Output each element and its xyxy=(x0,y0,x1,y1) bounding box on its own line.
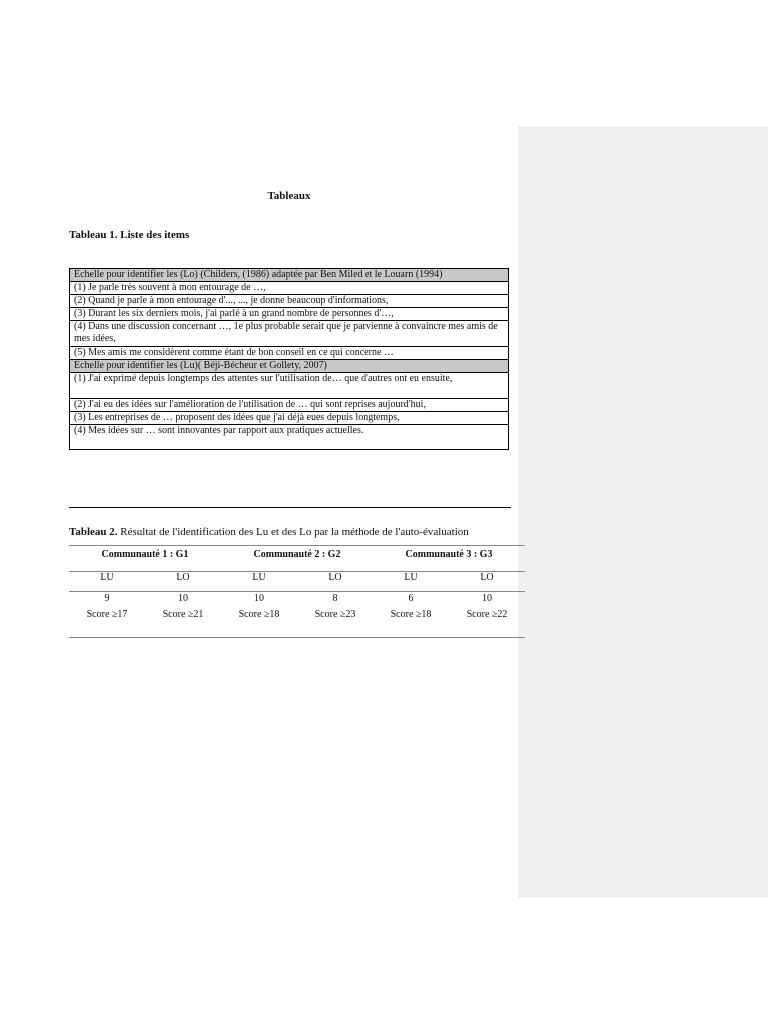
score-cell: Score ≥17 xyxy=(86,609,128,620)
table-rule xyxy=(69,637,525,638)
table1-item-row: (4) Mes idées sur … sont innovantes par rapport aux pratiques actuelles. xyxy=(74,425,364,436)
table1-item-row: (1) J'ai exprimé depuis longtemps des attentes sur l'utilisation de… que d'autres ont eu ensuite, xyxy=(70,373,508,399)
subheader-cell: LU xyxy=(100,572,114,583)
group-header-g3: Communauté 3 : G3 xyxy=(405,549,493,560)
count-cell: 10 xyxy=(482,593,492,604)
subheader-cell: LO xyxy=(480,572,494,583)
subheader-cell: LO xyxy=(328,572,342,583)
comment-pane xyxy=(518,126,768,898)
count-cell: 8 xyxy=(332,593,338,604)
count-cell: 10 xyxy=(178,593,188,604)
page-heading: Tableaux xyxy=(267,190,311,202)
group-header-g2: Communauté 2 : G2 xyxy=(253,549,341,560)
table1-item-row: (3) Durant les six derniers mois, j'ai parlé à un grand nombre de personnes d'…, xyxy=(70,308,508,321)
table1-item-row: (3) Les entreprises de … proposent des idées que j'ai déjà eues depuis longtemps, xyxy=(70,412,508,425)
table1-item-row: (2) Quand je parle à mon entourage d'..., ..., je donne beaucoup d'informations, xyxy=(70,295,508,308)
table1-item-row: (4) Dans une discussion concernant …, 1e plus probable serait que je parvienne à convaincre mes amis de mes idées, xyxy=(70,321,508,347)
score-cell: Score ≥22 xyxy=(466,609,508,620)
count-cell: 10 xyxy=(254,593,264,604)
score-cell: Score ≥18 xyxy=(390,609,432,620)
table1-item-row: (2) J'ai eu des idées sur l'amélioration de l'utilisation de … qui sont reprises aujourd'hui, xyxy=(70,399,508,412)
table1-caption: Tableau 1. Liste des items xyxy=(69,229,190,241)
subheader-cell: LO xyxy=(176,572,190,583)
score-cell: Score ≥23 xyxy=(314,609,356,620)
table1-section-header: Echelle pour identifier les (Lu)( Béji-Bécheur et Gollety, 2007) xyxy=(70,360,508,373)
score-cell: Score ≥21 xyxy=(162,609,204,620)
table2-caption-label: Tableau 2. xyxy=(69,526,118,538)
subheader-cell: LU xyxy=(404,572,418,583)
table1-item-row: (1) Je parle très souvent à mon entourage de …, xyxy=(70,282,508,295)
table2-caption-text: Résultat de l'identification des Lu et des Lo par la méthode de l'auto-évaluation xyxy=(117,526,469,538)
count-cell: 6 xyxy=(408,593,414,604)
section-divider xyxy=(69,507,511,508)
table1-section-header: Echelle pour identifier les (Lo) (Childers, (1986) adaptée par Ben Miled et le Louarn (1994) xyxy=(70,269,508,282)
table1-item-row: (5) Mes amis me considèrent comme étant de bon conseil en ce qui concerne … xyxy=(70,347,508,360)
table-rule xyxy=(69,591,525,592)
table2-caption xyxy=(69,526,469,538)
score-cell: Score ≥18 xyxy=(238,609,280,620)
subheader-cell: LU xyxy=(252,572,266,583)
items-table xyxy=(69,268,509,450)
table-rule xyxy=(69,545,525,546)
count-cell: 9 xyxy=(104,593,110,604)
group-header-g1: Communauté 1 : G1 xyxy=(101,549,189,560)
